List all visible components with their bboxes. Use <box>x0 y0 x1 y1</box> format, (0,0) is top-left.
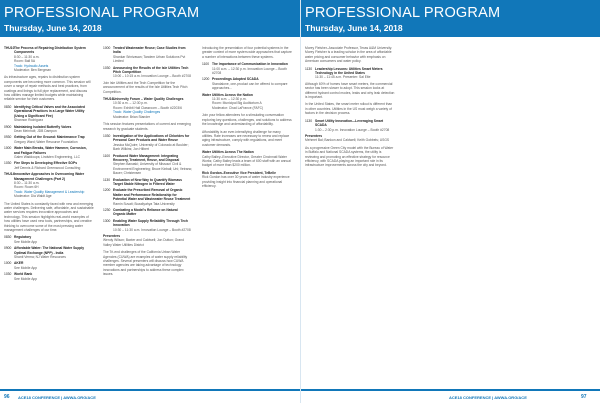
talk-time: 1130 <box>305 118 313 123</box>
talk-item <box>4 261 94 270</box>
talk-time: 1030 <box>103 65 111 70</box>
talk-item <box>103 154 193 176</box>
session-title: University Forum – Water Quality Challenges <box>113 97 184 102</box>
session-description: As infrastructure ages, repairs to distribution system components are becoming more common. This session will cover a range of repair methods and best practices, from coatings and linings to full pipe replacement, and discuss how utilities manage limited budgets while maintaining reliable service for their customers. <box>4 75 91 102</box>
talk-item <box>103 208 193 217</box>
talk-time: 0900 <box>4 124 12 129</box>
talk-time: 0830 <box>4 104 12 109</box>
talk-time: 1100 <box>202 62 210 67</box>
session-room: Room: Room 6H <box>14 185 39 190</box>
right-column-1 <box>305 46 395 386</box>
talk-title: Regulatory <box>14 235 32 240</box>
session-time: 10:30 a.m. – 12:30 p.m. <box>113 101 148 106</box>
talk-title: Leadership Lessons: Utilities Smart Meters Technology in the United States <box>315 66 383 76</box>
talk-title: AKER <box>14 261 24 266</box>
session-code: THU14 <box>4 172 15 177</box>
talk-time: 1000 <box>103 46 111 50</box>
talk-speaker: Gregory Ward; Water Resource Foundation <box>14 139 78 144</box>
session-time: 8:30 – 11:30 a.m. <box>14 54 40 59</box>
session-description: Affordability is an ever-intensifying challenge for many utilities. Rate increases are necessary to renew and replace aging infrastructure, comply with regulations, and meet customer demands. <box>202 129 290 147</box>
talk-time: 1230 <box>103 208 111 212</box>
talk-item <box>4 125 94 134</box>
left-column-3 <box>202 46 292 386</box>
session-moderator: Moderator: Dia Waldt Age <box>14 194 52 199</box>
talk-item <box>4 161 94 170</box>
panel-text: Cathy Bailey–Executive Director, Greater Cincinnati Water Works; Cathy Bailey leads a team of 600 staff with an annual budget of more than $200 million. <box>202 154 291 168</box>
session-description: Introducing the presentation of four potential systems in the greater context of more system-wide approaches that capture a number of interactions between these systems. <box>202 46 292 59</box>
footer-magazine: ACE18 CONFERENCE | AWWA.ORG/ACE <box>449 395 527 400</box>
talk-speaker: Shanti Verma; NJ Water Resources <box>14 255 66 260</box>
talk-title: Maintaining Isolated Butterfly Valves <box>14 124 72 129</box>
talk-title: Treated Wastewater Reuse; Case Studies from India <box>113 46 186 55</box>
talk-time: 1030 <box>103 133 111 138</box>
page-date: Thursday, June 14, 2018 <box>4 23 102 33</box>
talk-speaker: Standalone, one-product can be offered to compare approaches... <box>212 81 288 91</box>
session-moderator: Moderator: Brian Stander <box>113 114 151 119</box>
talk-title: Proceedings Adopted SCADA <box>212 77 259 82</box>
talk-title: Identifying Critical Valves and the Associated Operational Practices in a Large Water Utility (Using a Significant Fire) <box>14 104 85 118</box>
session-moderator: Moderator: Ben Bergman <box>14 68 52 73</box>
talk-title: The Importance of Communication in Innovation <box>212 62 288 67</box>
talk-time: 1030 <box>4 161 12 166</box>
session-room: Room: Municipal Big Auditorium A <box>212 101 262 106</box>
talk-time: 0830 <box>4 235 12 240</box>
talk-speaker: Jeff Dennis & Richard Greenwood Consulting <box>14 165 81 170</box>
session-time: 11:30 a.m. – 12:30 p.m. <box>212 97 247 102</box>
presenters-list: Wendy Wilson; Baxter and Caldwell; Jon Dutton; Grand Valley Water Utilities District <box>103 238 184 247</box>
session-moderator: Moderator: Chad LaFrance (FAFC) <box>212 105 264 110</box>
talk-item <box>103 188 193 206</box>
left-column-1 <box>4 46 94 386</box>
talk-speaker: 11:30 – 11:45 a.m. Presenter: Sal Elte <box>315 75 371 80</box>
session-title: Water Utilities Across the Nation <box>202 92 253 97</box>
talk-speaker: See Mobile App <box>14 276 38 281</box>
talk-item <box>103 46 193 64</box>
talk-title: Announcing the Results of the Isle Utilities Tech Pitch Competition <box>113 65 189 75</box>
talk-speaker: Jessica McQuire; University of Colorado at Boulder; Barb Wilkins; Jon Hilbert <box>113 142 189 152</box>
talk-title: Affordable Water: The National Water Supply Optimal Exchange (NPP) - India <box>14 246 85 255</box>
presenters-heading: Presenters <box>305 133 323 138</box>
footer-magazine: ACE18 CONFERENCE | AWWA.ORG/ACE <box>18 395 96 400</box>
session-description: The United States is constantly faced with new and emerging water challenges. Delivering safe, affordable, and sustainable water services requires innovative approaches and technology. This session highlights real-world examples of how utilities have used new tools, partnerships, and creative thinking to overcome some of the most pressing water management challenges of our time. <box>4 201 94 233</box>
session-description: Join Isle Utilities and the Tech Competition for the announcement of the results of the Isle Utilities Tech Pitch Competition. <box>103 80 188 94</box>
talk-title: Getting Out of the Ground: Maintenance Trap <box>14 135 85 140</box>
speaker-bio: Rick Gordon has over 30 years of water industry experience providing insight into financial planning and operational efficiency. <box>202 175 290 188</box>
talk-title: Enabling Water Supply Reliability Through Tech Innovation <box>113 218 188 228</box>
session-title: Innovative Approaches in Overcoming Water Management Challenges (Part 2) <box>14 172 85 181</box>
session-block <box>4 46 94 72</box>
speaker-label: Rick Gordon–Executive Vice President, TeBelle <box>202 170 276 175</box>
left-column-2 <box>103 46 193 386</box>
talk-time: 1100 <box>103 153 111 158</box>
page-number: 96 <box>4 394 10 400</box>
page-header <box>0 0 300 37</box>
talk-speaker: Ramin Suvati; Bozaliyahya Tata University <box>113 201 175 206</box>
talk-time: 1200 <box>202 77 210 82</box>
session-description: This session features presentations of current and emerging research by graduate students. <box>103 122 191 131</box>
talk-title: Produced Water Management: Integrating Recovery, Treatment, Reuse, and Disposal <box>113 153 180 162</box>
page-title: PROFESSIONAL PROGRAM <box>4 5 200 21</box>
session-description: The Tri-end challenges of the California Urban Water Agencies (CUWA) are examples of water supply reliability challenges. Several presenters will discuss how CUWA member agencies are taking advantage of technology innovations and partnerships to address these complex issues. <box>103 250 188 277</box>
session-block <box>202 93 292 111</box>
talk-title: Water Main Breaks, Water Hammer, Corrosion, and Fatigue Failures <box>14 146 87 155</box>
talk-item <box>103 219 193 232</box>
talk-item <box>103 178 193 187</box>
talk-speaker: Dean Meinholt; JDB Dampon <box>14 128 57 133</box>
session-track: Track: Hydraulic Assets <box>14 63 49 68</box>
talk-item <box>305 119 395 132</box>
presenters-list: Mehmet Bal; Bankon and Caldwell; Keith Gobbels; USGS <box>305 138 390 143</box>
talk-item <box>103 66 193 79</box>
talk-speaker: 1:30 – 2:30 p.m. Innovation Lounge – Booth #2708 <box>315 127 390 132</box>
talk-time: 1130 <box>103 177 111 182</box>
talk-speaker: Stephen Banaski; University of Missouri Civil & Environment Engineering; Bruce Kinball; Uni; Vetrano; Bauer; Christensen <box>113 162 193 176</box>
talk-title: Evaluate the Prescribed Removal of Organic Matter and Performance Relationship for Potential Water and Wastewater Reuse Treatment <box>113 188 191 202</box>
page-number: 97 <box>581 394 587 400</box>
talk-title: Fire Steps to Developing Effective SOPs <box>14 161 78 166</box>
page-header <box>301 0 600 37</box>
talk-item <box>4 235 94 244</box>
session-track: Track: Water Quality Challenges <box>113 110 161 115</box>
session-block <box>4 172 94 198</box>
session-code: THU10 <box>4 46 15 50</box>
talk-item <box>4 246 94 259</box>
page-title: PROFESSIONAL PROGRAM <box>305 5 501 21</box>
talk-time: 1000 <box>4 146 12 151</box>
talk-time: 1030 <box>4 272 12 277</box>
talk-item <box>4 135 94 144</box>
session-code: THU16 <box>103 97 114 102</box>
talk-item <box>4 146 94 159</box>
talk-title: Smart Utility Innovation—Leveraging Smart SCADA <box>315 118 384 128</box>
session-title: The Process of Repairing Distribution System Components <box>14 46 86 55</box>
session-room: Room: Exhibit Hall Classroom – Booth #2203/6 <box>113 105 182 110</box>
talk-title: World Bank <box>14 272 33 277</box>
talk-item <box>202 62 292 75</box>
session-block <box>103 97 193 119</box>
talk-time: 0900 <box>4 246 12 251</box>
session-description: Join your fellow attendees for a stimulating conversation exploring key questions, challenges, and solutions to address the knowledge and understanding of affordability. <box>202 113 292 127</box>
session-room: Room: Ball 5A <box>14 59 36 64</box>
talk-speaker: Shankar Srinivasan; Tandem Urban Solutions Pvt Limited <box>113 54 186 64</box>
talk-time: 1130 <box>305 66 313 71</box>
session-description: Although 60% of homes have smart meters, the commercial sector has been slower to adopt. This session looks at different hydrant control modes, leaks and why leak detection is important. <box>305 81 395 100</box>
talk-time: 1000 <box>4 261 12 266</box>
talk-item <box>103 134 193 152</box>
talk-speaker: See Mobile App <box>14 239 38 244</box>
talk-speaker: Galen Waddoups; Lindsten Engineering, LLC <box>14 154 81 159</box>
session-description: In the United States, the smart meter rollout is different than in other countries. Utilities in the US must weigh a variety of factors in the decision process. <box>305 102 393 116</box>
talk-speaker: 10:30 – 11:30 a.m. Innovation Lounge – Booth #2708 <box>113 227 191 232</box>
talk-speaker: 10:00 – 10:15 a.m. Innovation Lounge – Booth #2708 <box>113 74 191 79</box>
talk-title: Combating a Model's Reliance on Natural Organic Matter <box>113 208 178 217</box>
session-track: Track: Water Quality Management & Leadership <box>14 189 85 194</box>
session-description: As a progressive Green City model with the Bureau of Water in Buffalo and National SCADA systems, the utility is reviewing and promoting an effective strategy for resource efficiency, with SCADA playing an important role in its infrastructure improvements across the city and beyond. <box>305 145 394 168</box>
talk-item <box>305 67 395 80</box>
talk-speaker: Shannon Rodriguez <box>14 118 44 123</box>
talk-speaker: 11:00 a.m. – 12:30 p.m. Innovation Lounge – Booth #2708 <box>212 66 287 76</box>
talk-title: Evaluation of New Way to Quantify Biomass Target Stable Nitrogen in Filtered Water <box>113 177 182 186</box>
talk-item <box>4 105 94 123</box>
talk-time: 1200 <box>103 188 111 193</box>
session-description: Morey Fleisher–Associate Professor, Texas A&M University. Morey Fleisher is a leading scholar in the area of affordable water pricing and consumer behavior with emphasis on American consumers and water policy. <box>305 46 393 64</box>
talk-item <box>4 272 94 281</box>
right-page <box>300 0 600 403</box>
page-date: Thursday, June 14, 2018 <box>305 23 403 33</box>
talk-time: 0930 <box>4 135 12 140</box>
page-footer <box>301 389 600 403</box>
page-footer <box>0 389 300 403</box>
session-time: 8:30 – 11:30 a.m. <box>14 180 40 185</box>
talk-title: Investigation of the Applications of Chlorides for Personal Care Products and Water Reuse <box>113 133 190 143</box>
talk-time: 1300 <box>103 218 111 223</box>
talk-item <box>202 77 292 90</box>
talk-speaker: See Mobile App <box>14 265 38 270</box>
panel-heading: Water Utilities Across The Nation <box>202 150 254 155</box>
presenters-heading: Presenters <box>103 234 121 239</box>
